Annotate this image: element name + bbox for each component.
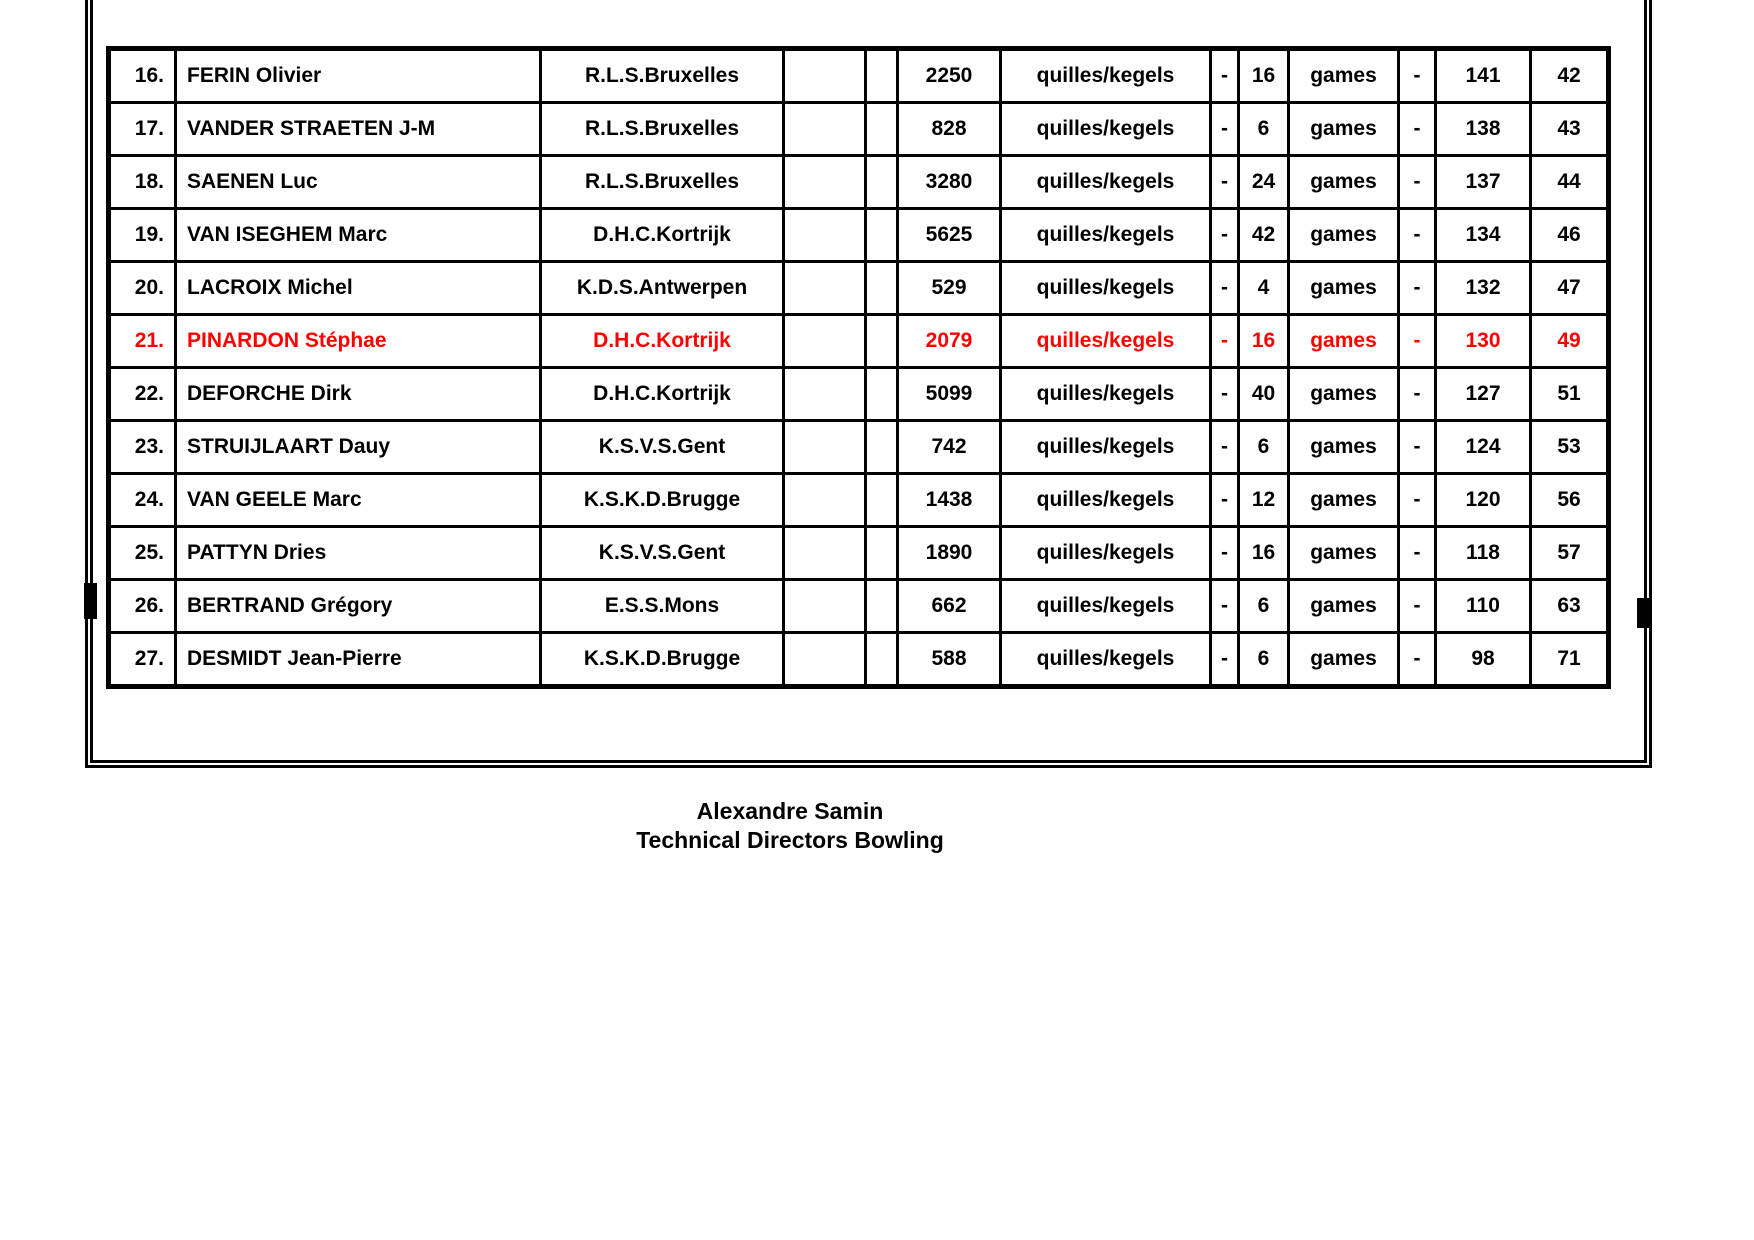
scan-artifact-right xyxy=(1637,598,1651,628)
ranking-table-wrapper xyxy=(106,46,1611,689)
empty-cell xyxy=(866,103,898,156)
ranking-table-body xyxy=(109,49,1609,687)
empty-cell xyxy=(866,262,898,315)
games-count-cell: 6 xyxy=(1239,633,1289,687)
rank-cell: 22. xyxy=(109,368,176,421)
separator-cell: - xyxy=(1399,209,1436,262)
overall-rank-cell: 51 xyxy=(1531,368,1609,421)
separator-cell: - xyxy=(1399,262,1436,315)
separator-cell: - xyxy=(1211,527,1239,580)
pins-unit-cell: quilles/kegels xyxy=(1001,580,1211,633)
games-count-cell: 4 xyxy=(1239,262,1289,315)
games-unit-cell: games xyxy=(1289,49,1399,103)
pins-unit-cell: quilles/kegels xyxy=(1001,633,1211,687)
empty-cell xyxy=(784,580,866,633)
pins-total-cell: 828 xyxy=(898,103,1001,156)
separator-cell: - xyxy=(1211,262,1239,315)
club-cell: K.S.K.D.Brugge xyxy=(541,633,784,687)
player-name-cell: VAN ISEGHEM Marc xyxy=(176,209,541,262)
table-row xyxy=(109,633,1609,687)
empty-cell xyxy=(784,633,866,687)
empty-cell xyxy=(866,580,898,633)
separator-cell: - xyxy=(1211,209,1239,262)
games-count-cell: 16 xyxy=(1239,49,1289,103)
average-cell: 134 xyxy=(1436,209,1531,262)
club-cell: K.S.V.S.Gent xyxy=(541,421,784,474)
overall-rank-cell: 42 xyxy=(1531,49,1609,103)
empty-cell xyxy=(866,527,898,580)
footer-signature xyxy=(0,797,1580,855)
empty-cell xyxy=(866,49,898,103)
average-cell: 118 xyxy=(1436,527,1531,580)
player-name-cell: PINARDON Stéphae xyxy=(176,315,541,368)
separator-cell: - xyxy=(1399,368,1436,421)
games-count-cell: 24 xyxy=(1239,156,1289,209)
pins-total-cell: 529 xyxy=(898,262,1001,315)
overall-rank-cell: 56 xyxy=(1531,474,1609,527)
pins-total-cell: 2079 xyxy=(898,315,1001,368)
separator-cell: - xyxy=(1399,156,1436,209)
games-unit-cell: games xyxy=(1289,315,1399,368)
club-cell: R.L.S.Bruxelles xyxy=(541,103,784,156)
rank-cell: 27. xyxy=(109,633,176,687)
average-cell: 137 xyxy=(1436,156,1531,209)
player-name-cell: VANDER STRAETEN J-M xyxy=(176,103,541,156)
overall-rank-cell: 71 xyxy=(1531,633,1609,687)
overall-rank-cell: 44 xyxy=(1531,156,1609,209)
scan-artifact-left xyxy=(84,583,97,619)
table-row xyxy=(109,209,1609,262)
empty-cell xyxy=(866,156,898,209)
pins-total-cell: 1438 xyxy=(898,474,1001,527)
pins-unit-cell: quilles/kegels xyxy=(1001,103,1211,156)
separator-cell: - xyxy=(1399,49,1436,103)
average-cell: 110 xyxy=(1436,580,1531,633)
separator-cell: - xyxy=(1399,315,1436,368)
player-name-cell: SAENEN Luc xyxy=(176,156,541,209)
rank-cell: 25. xyxy=(109,527,176,580)
table-row xyxy=(109,103,1609,156)
table-row xyxy=(109,474,1609,527)
games-count-cell: 6 xyxy=(1239,103,1289,156)
games-unit-cell: games xyxy=(1289,633,1399,687)
club-cell: K.S.V.S.Gent xyxy=(541,527,784,580)
separator-cell: - xyxy=(1399,580,1436,633)
player-name-cell: DESMIDT Jean-Pierre xyxy=(176,633,541,687)
rank-cell: 20. xyxy=(109,262,176,315)
pins-total-cell: 1890 xyxy=(898,527,1001,580)
pins-unit-cell: quilles/kegels xyxy=(1001,156,1211,209)
table-row xyxy=(109,580,1609,633)
rank-cell: 26. xyxy=(109,580,176,633)
pins-unit-cell: quilles/kegels xyxy=(1001,527,1211,580)
empty-cell xyxy=(784,527,866,580)
empty-cell xyxy=(784,156,866,209)
separator-cell: - xyxy=(1399,103,1436,156)
overall-rank-cell: 53 xyxy=(1531,421,1609,474)
rank-cell: 17. xyxy=(109,103,176,156)
games-count-cell: 12 xyxy=(1239,474,1289,527)
separator-cell: - xyxy=(1211,633,1239,687)
club-cell: D.H.C.Kortrijk xyxy=(541,315,784,368)
empty-cell xyxy=(866,421,898,474)
separator-cell: - xyxy=(1211,474,1239,527)
games-unit-cell: games xyxy=(1289,474,1399,527)
pins-total-cell: 742 xyxy=(898,421,1001,474)
player-name-cell: DEFORCHE Dirk xyxy=(176,368,541,421)
player-name-cell: LACROIX Michel xyxy=(176,262,541,315)
ranking-table xyxy=(106,46,1611,689)
overall-rank-cell: 46 xyxy=(1531,209,1609,262)
pins-unit-cell: quilles/kegels xyxy=(1001,209,1211,262)
separator-cell: - xyxy=(1211,103,1239,156)
empty-cell xyxy=(866,315,898,368)
signatory-name: Alexandre Samin xyxy=(696,798,884,824)
pins-total-cell: 588 xyxy=(898,633,1001,687)
club-cell: K.S.K.D.Brugge xyxy=(541,474,784,527)
pins-unit-cell: quilles/kegels xyxy=(1001,262,1211,315)
separator-cell: - xyxy=(1399,633,1436,687)
separator-cell: - xyxy=(1399,527,1436,580)
table-row xyxy=(109,156,1609,209)
table-row xyxy=(109,368,1609,421)
games-unit-cell: games xyxy=(1289,421,1399,474)
average-cell: 98 xyxy=(1436,633,1531,687)
pins-unit-cell: quilles/kegels xyxy=(1001,474,1211,527)
empty-cell xyxy=(784,262,866,315)
pins-total-cell: 5099 xyxy=(898,368,1001,421)
separator-cell: - xyxy=(1211,156,1239,209)
separator-cell: - xyxy=(1399,474,1436,527)
empty-cell xyxy=(784,315,866,368)
overall-rank-cell: 43 xyxy=(1531,103,1609,156)
empty-cell xyxy=(866,209,898,262)
separator-cell: - xyxy=(1211,49,1239,103)
club-cell: D.H.C.Kortrijk xyxy=(541,209,784,262)
pins-total-cell: 3280 xyxy=(898,156,1001,209)
player-name-cell: PATTYN Dries xyxy=(176,527,541,580)
average-cell: 127 xyxy=(1436,368,1531,421)
player-name-cell: BERTRAND Grégory xyxy=(176,580,541,633)
overall-rank-cell: 63 xyxy=(1531,580,1609,633)
rank-cell: 21. xyxy=(109,315,176,368)
rank-cell: 18. xyxy=(109,156,176,209)
pins-unit-cell: quilles/kegels xyxy=(1001,49,1211,103)
rank-cell: 23. xyxy=(109,421,176,474)
empty-cell xyxy=(784,368,866,421)
average-cell: 124 xyxy=(1436,421,1531,474)
games-unit-cell: games xyxy=(1289,527,1399,580)
pins-unit-cell: quilles/kegels xyxy=(1001,421,1211,474)
separator-cell: - xyxy=(1211,368,1239,421)
games-count-cell: 16 xyxy=(1239,315,1289,368)
player-name-cell: STRUIJLAART Dauy xyxy=(176,421,541,474)
rank-cell: 19. xyxy=(109,209,176,262)
games-unit-cell: games xyxy=(1289,580,1399,633)
games-unit-cell: games xyxy=(1289,262,1399,315)
club-cell: R.L.S.Bruxelles xyxy=(541,156,784,209)
games-count-cell: 40 xyxy=(1239,368,1289,421)
empty-cell xyxy=(866,474,898,527)
pins-total-cell: 662 xyxy=(898,580,1001,633)
empty-cell xyxy=(784,209,866,262)
signatory-title: Technical Directors Bowling xyxy=(636,827,944,853)
empty-cell xyxy=(784,474,866,527)
rank-cell: 24. xyxy=(109,474,176,527)
separator-cell: - xyxy=(1211,421,1239,474)
separator-cell: - xyxy=(1211,580,1239,633)
games-unit-cell: games xyxy=(1289,368,1399,421)
empty-cell xyxy=(784,421,866,474)
empty-cell xyxy=(866,633,898,687)
player-name-cell: FERIN Olivier xyxy=(176,49,541,103)
table-row xyxy=(109,262,1609,315)
table-row xyxy=(109,421,1609,474)
average-cell: 130 xyxy=(1436,315,1531,368)
average-cell: 141 xyxy=(1436,49,1531,103)
pins-total-cell: 5625 xyxy=(898,209,1001,262)
empty-cell xyxy=(784,103,866,156)
table-row xyxy=(109,527,1609,580)
separator-cell: - xyxy=(1399,421,1436,474)
pins-unit-cell: quilles/kegels xyxy=(1001,368,1211,421)
games-count-cell: 16 xyxy=(1239,527,1289,580)
empty-cell xyxy=(784,49,866,103)
games-count-cell: 6 xyxy=(1239,580,1289,633)
average-cell: 120 xyxy=(1436,474,1531,527)
club-cell: D.H.C.Kortrijk xyxy=(541,368,784,421)
pins-unit-cell: quilles/kegels xyxy=(1001,315,1211,368)
player-name-cell: VAN GEELE Marc xyxy=(176,474,541,527)
club-cell: K.D.S.Antwerpen xyxy=(541,262,784,315)
table-row xyxy=(109,315,1609,368)
games-unit-cell: games xyxy=(1289,103,1399,156)
pins-total-cell: 2250 xyxy=(898,49,1001,103)
games-unit-cell: games xyxy=(1289,209,1399,262)
club-cell: R.L.S.Bruxelles xyxy=(541,49,784,103)
average-cell: 132 xyxy=(1436,262,1531,315)
games-count-cell: 6 xyxy=(1239,421,1289,474)
overall-rank-cell: 49 xyxy=(1531,315,1609,368)
overall-rank-cell: 57 xyxy=(1531,527,1609,580)
average-cell: 138 xyxy=(1436,103,1531,156)
games-count-cell: 42 xyxy=(1239,209,1289,262)
table-row xyxy=(109,49,1609,103)
separator-cell: - xyxy=(1211,315,1239,368)
club-cell: E.S.S.Mons xyxy=(541,580,784,633)
games-unit-cell: games xyxy=(1289,156,1399,209)
rank-cell: 16. xyxy=(109,49,176,103)
overall-rank-cell: 47 xyxy=(1531,262,1609,315)
empty-cell xyxy=(866,368,898,421)
